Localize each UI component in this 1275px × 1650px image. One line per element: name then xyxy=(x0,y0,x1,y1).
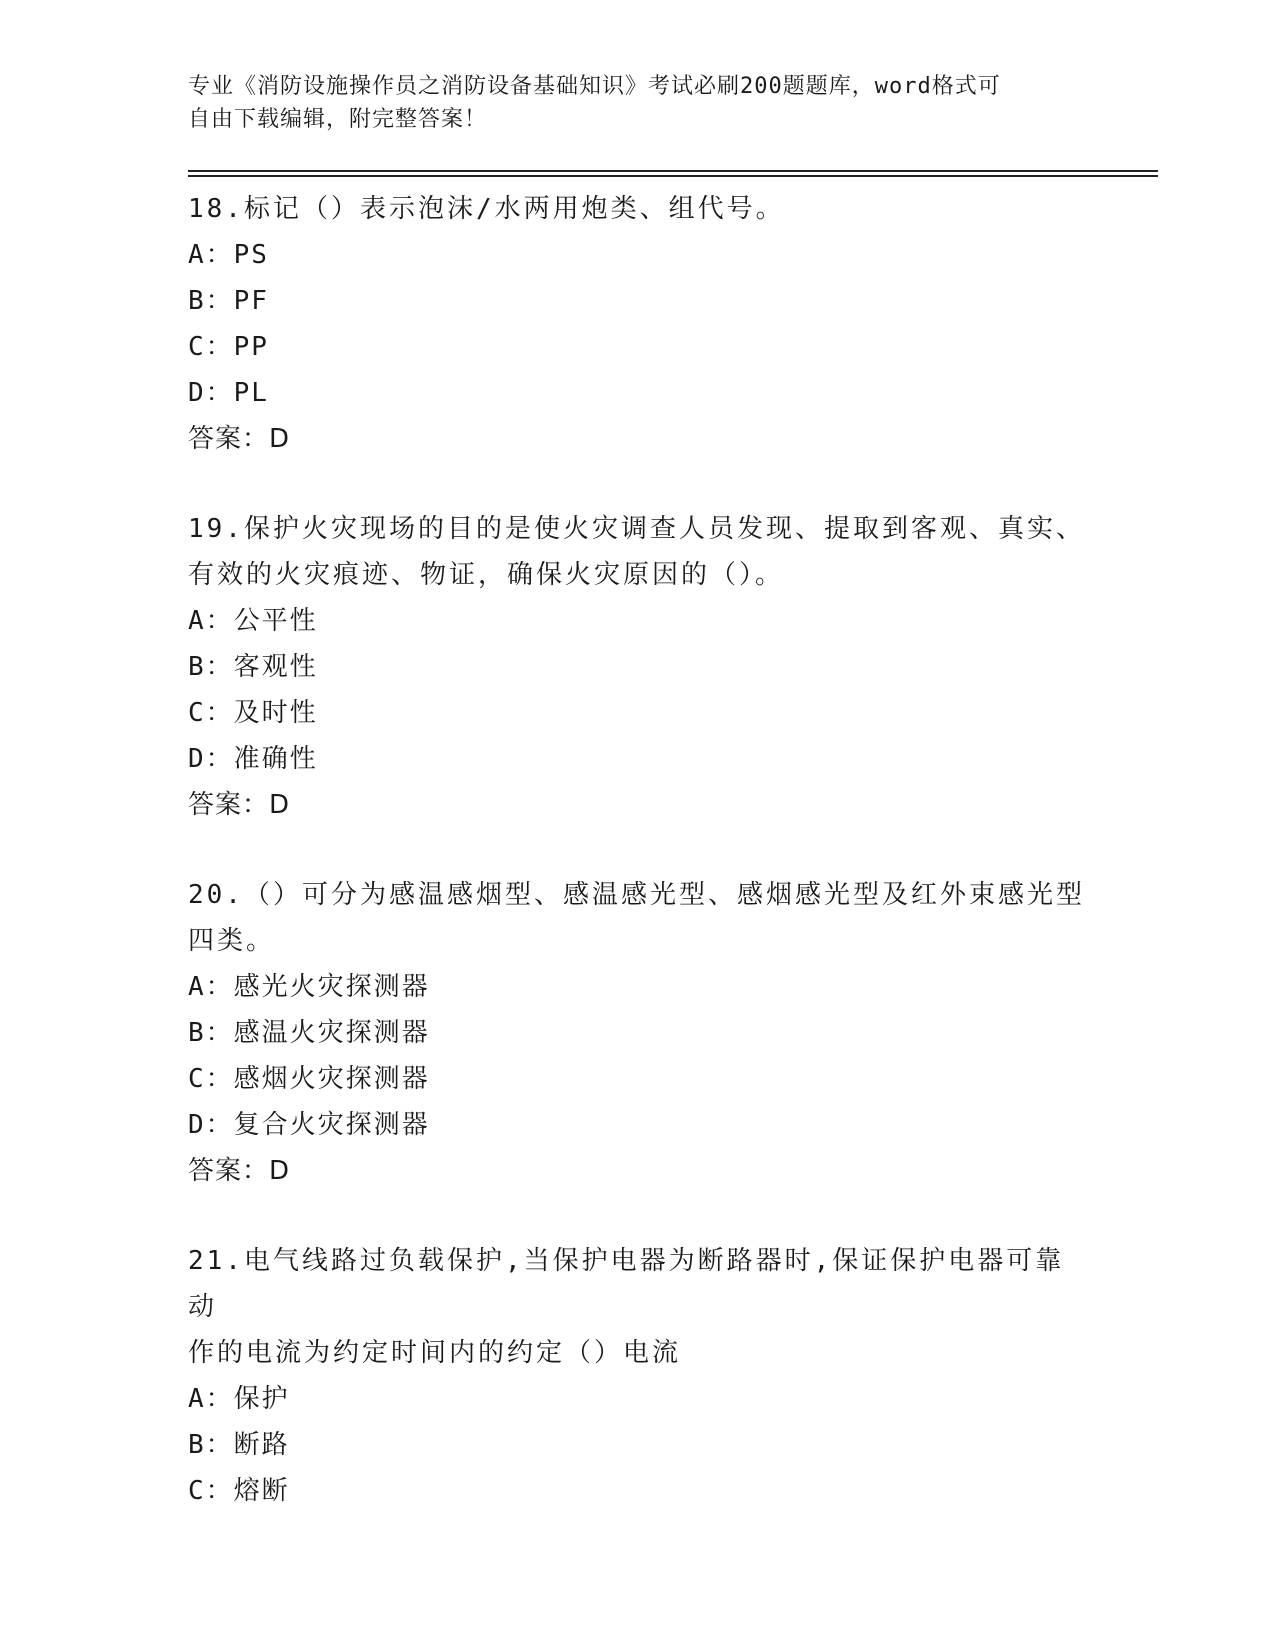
option-a: A：保护 xyxy=(188,1384,290,1414)
answer-line: 答案：D xyxy=(188,1156,291,1186)
option-c: C：PP xyxy=(188,332,269,362)
question-stem-line-1: 19.保护火灾现场的目的是使火灾调查人员发现、提取到客观、真实、 xyxy=(188,514,1085,544)
option-c: C：感烟火灾探测器 xyxy=(188,1064,430,1094)
answer-line: 答案：D xyxy=(188,424,291,454)
divider-bottom xyxy=(188,175,1158,177)
option-b: B：PF xyxy=(188,286,269,316)
question-21 xyxy=(188,1238,1088,1514)
option-c: C：及时性 xyxy=(188,698,318,728)
answer-line: 答案：D xyxy=(188,790,291,820)
divider-top xyxy=(188,170,1158,172)
question-stem-line-1: 20.（）可分为感温感烟型、感温感光型、感烟感光型及红外束感光型 xyxy=(188,880,1085,910)
option-a: A：PS xyxy=(188,240,269,270)
option-a: A：公平性 xyxy=(188,606,318,636)
option-d: D：准确性 xyxy=(188,744,318,774)
option-d: D：复合火灾探测器 xyxy=(188,1110,430,1140)
question-stem-line-2: 作的电流为约定时间内的约定（）电流 xyxy=(188,1338,682,1368)
header-line-1: 专业《消防设施操作员之消防设备基础知识》考试必刷200题题库，word格式可 xyxy=(188,74,1001,99)
option-a: A：感光火灾探测器 xyxy=(188,972,430,1002)
question-stem-line-2: 四类。 xyxy=(188,926,276,956)
option-d: D：PL xyxy=(188,378,269,408)
question-stem-line-2: 有效的火灾痕迹、物证，确保火灾原因的（）。 xyxy=(188,560,785,590)
question-19 xyxy=(188,506,1088,828)
document-header xyxy=(188,70,1088,136)
question-list xyxy=(188,186,1088,1558)
question-18 xyxy=(188,186,1088,462)
question-stem-line-1: 21.电气线路过负载保护,当保护电器为断路器时,保证保护电器可靠动 xyxy=(188,1246,1065,1322)
option-b: B：感温火灾探测器 xyxy=(188,1018,430,1048)
header-line-2: 自由下载编辑，附完整答案！ xyxy=(188,107,488,132)
question-20 xyxy=(188,872,1088,1194)
question-stem: 18.标记（）表示泡沫/水两用炮类、组代号。 xyxy=(188,194,785,224)
option-b: B：断路 xyxy=(188,1430,290,1460)
option-c: C：熔断 xyxy=(188,1476,290,1506)
option-b: B：客观性 xyxy=(188,652,318,682)
